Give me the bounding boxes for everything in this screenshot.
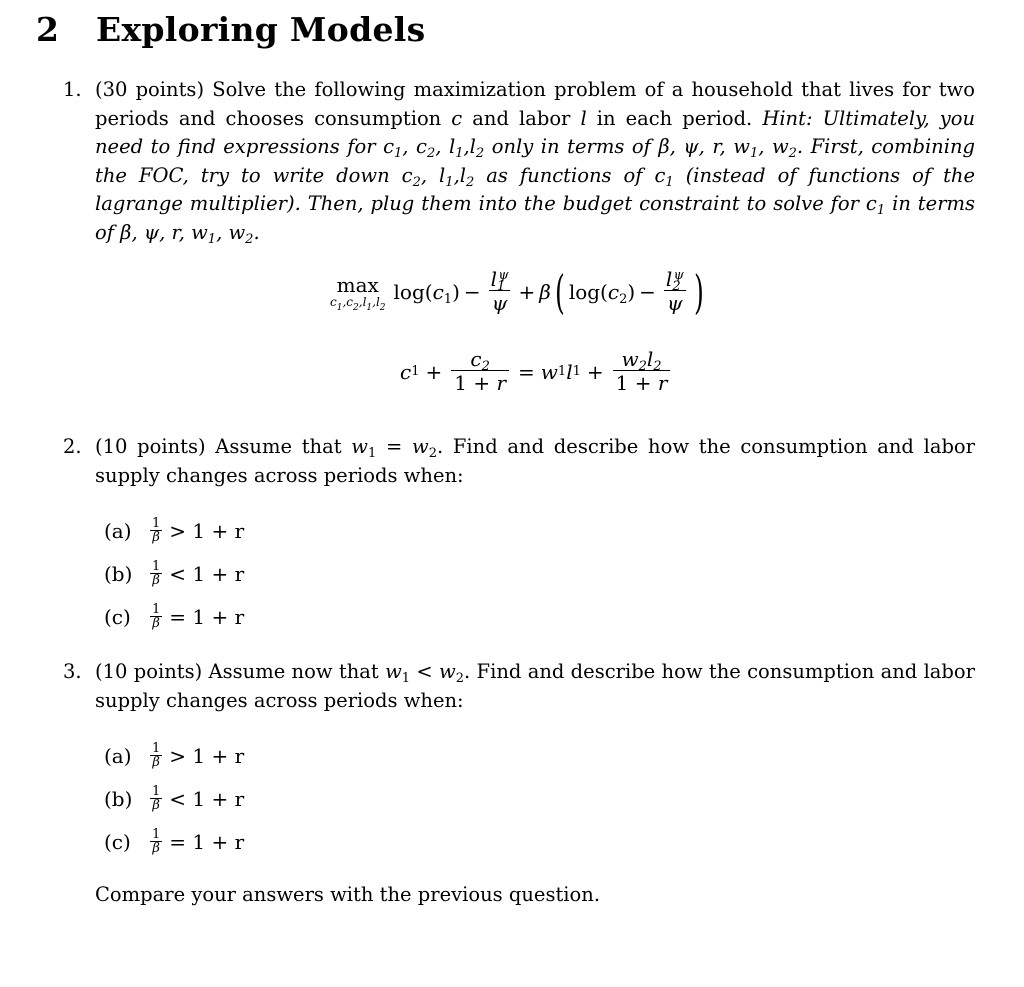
q3-text: (10 points) Assume now that $w_1 < w_2$. Find and describe how the consumption and labor supply changes across periods when: (95, 660, 975, 712)
q1-text-end: in each period. (596, 106, 753, 130)
section-number: 2 (36, 10, 60, 49)
item-relation: < 1 + r (169, 787, 245, 811)
q3-item-a: (a) 1 β > 1 + r (104, 741, 245, 770)
q3-item-c: (c) $\frac{1}{\beta}$ = 1 + r (104, 827, 245, 856)
hint-part-5: (instead of functions of the lagrange multiplier). Then, plug them into the budget constraint to solve for (95, 163, 976, 215)
max-operator: max $c_1,c_2,l_1,l_2$ (330, 272, 386, 313)
q1-text-mid: and labor (472, 106, 571, 130)
budget-constraint: c 1 + $\frac{c_2}{1 + r}$ = w 1 l 1 + $\frac{w_2l_2}{1 + r}$ (400, 348, 673, 395)
hint-part-3: First, combining the FOC, try to write down (95, 135, 976, 187)
q2-number: 2. (63, 435, 82, 458)
q3-number: 3. (63, 660, 82, 683)
objective-equation: max $c_1,c_2,l_1,l_2$ $\log(c_1)$ − $\frac{l_1^\psi}{\psi}$ + β ( $\log(c_2)$ − $\frac{l_2^\psi}{\psi}$ ) (330, 264, 704, 319)
item-label: (a) (104, 744, 132, 768)
item-relation: > 1 + r (169, 519, 245, 543)
item-relation: = 1 + r (169, 830, 245, 854)
section-title: Exploring Models (96, 10, 426, 49)
q2-text: (10 points) Assume that $w_1 = w_2$. Find and describe how the consumption and labor supply changes across periods when: (95, 435, 975, 487)
item-relation: = 1 + r (169, 605, 245, 629)
hint-part-1: Ultimately, you need to find expressions for (95, 106, 976, 158)
hint-part-2: only in terms of (491, 135, 651, 158)
item-relation: < 1 + r (169, 562, 245, 586)
hint-part-6: in terms of (95, 192, 976, 244)
max-label: max (336, 272, 379, 297)
item-label: (c) (104, 605, 131, 629)
item-label: (b) (104, 562, 133, 586)
q2-item-a: (a) 1 β > 1 + r (104, 516, 245, 545)
item-label: (b) (104, 787, 133, 811)
q1-hint: Hint: Ultimately, you need to find expressions for $c_1$, $c_2$, $l_1,l_2$ only in terms of β, ψ, r, $w_1$, $w_2$. First, combining the FOC, try to write down $c_2$, $l_1,l_2$ as functions of $c_1$ (instead of functions of the lagrange multiplier). Then, plug them into the budget constraint to solve for $c_1$ in terms of β, ψ, r, $w_1$, $w_2$. (95, 106, 976, 247)
q1-text: (30 points) Solve the following maximization problem of a household that lives for two periods and chooses consumption c and labor l in each period. Hint: Ultimately, you need to find expressions for $c_1$, $c_2$, $l_1,l_2$ only in terms of β, ψ, r, $w_1$, $w_2$. First, combining the FOC, try to write down $c_2$, $l_1,l_2$ as functions of $c_1$ (instead of functions of the lagrange multiplier). Then, plug them into the budget constraint to solve for $c_1$ in terms of β, ψ, r, $w_1$, $w_2$. (95, 78, 976, 247)
closing-text: Compare your answers with the previous question. (95, 883, 601, 906)
hint-label: Hint: (762, 106, 813, 130)
q2-item-c: (c) $\frac{1}{\beta}$ = 1 + r (104, 602, 245, 631)
q1-number: 1. (63, 78, 82, 101)
hint-part-4: as functions of (486, 163, 643, 187)
item-label: (c) (104, 830, 131, 854)
section-heading (36, 10, 425, 49)
q1-text-start: (30 points) Solve the following maximization problem of a household that lives for two periods and chooses consumption (95, 78, 975, 130)
item-relation: > 1 + r (169, 744, 245, 768)
q3-item-b: (b) 1 β < 1 + r (104, 784, 245, 813)
q2-item-b: (b) 1 β < 1 + r (104, 559, 245, 588)
item-label: (a) (104, 519, 132, 543)
